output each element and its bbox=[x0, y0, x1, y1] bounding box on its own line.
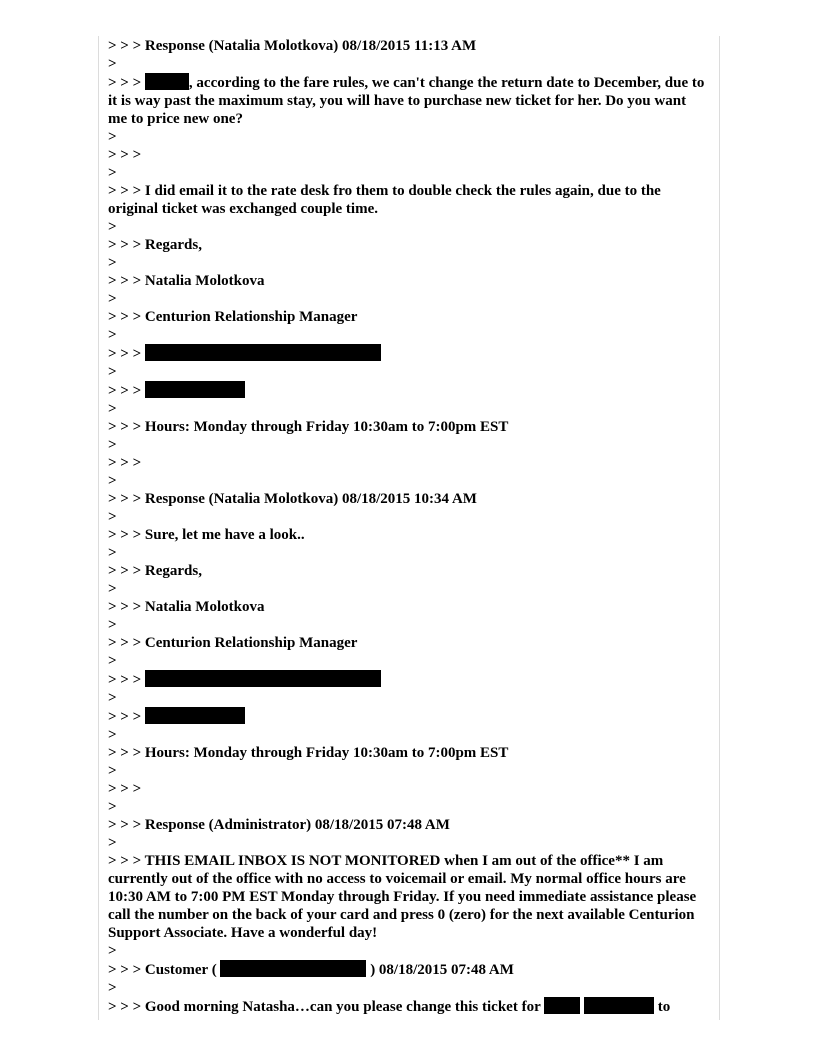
auto-reply-body: > > > THIS EMAIL INBOX IS NOT MONITORED when I am out of the office** I am currently out of the office with no access to voicemail or email. My normal office hours are 10:30 AM to 7:00 PM EST Monday through Friday. If you need immediate assistance please call the number on the back of your card and press 0 (zero) for the next available Centurion Support Associate. Have a wonderful day! bbox=[108, 853, 697, 941]
quote-marker: > bbox=[108, 364, 117, 380]
redaction-block bbox=[145, 670, 381, 687]
redaction-block bbox=[145, 707, 245, 724]
quote-marker: > bbox=[108, 980, 117, 996]
email-thread bbox=[108, 37, 708, 1016]
quote-marker: > bbox=[108, 437, 117, 453]
quote-marker: > > > bbox=[108, 147, 142, 163]
signature-hours: > > > Hours: Monday through Friday 10:30am to 7:00pm EST bbox=[108, 419, 509, 435]
response-header: > > > Response (Natalia Molotkova) 08/18/2015 11:13 AM bbox=[108, 38, 477, 54]
signature-regards: > > > Regards, bbox=[108, 237, 202, 253]
signature-name: > > > Natalia Molotkova bbox=[108, 273, 265, 289]
quote-marker: > bbox=[108, 943, 117, 959]
signature-phone: > > > bbox=[108, 707, 708, 726]
quote-marker: > bbox=[108, 401, 117, 417]
signature-contact: > > > bbox=[108, 344, 708, 363]
redaction-block bbox=[145, 344, 381, 361]
customer-header: > > > Customer ( ) 08/18/2015 07:48 AM bbox=[108, 962, 514, 978]
response-header: > > > Response (Administrator) 08/18/2015 07:48 AM bbox=[108, 817, 450, 833]
quote-marker: > bbox=[108, 799, 117, 815]
customer-message: > > > Good morning Natasha…can you please change this ticket for to bbox=[108, 999, 671, 1015]
quote-marker: > > > bbox=[108, 781, 142, 797]
signature-hours: > > > Hours: Monday through Friday 10:30am to 7:00pm EST bbox=[108, 745, 509, 761]
quote-marker: > bbox=[108, 165, 117, 181]
message-body: > > > , according to the fare rules, we can't change the return date to December, due to it is way past the maximum stay, you will have to purchase new ticket for her. Do you want me to price new one? bbox=[108, 75, 705, 127]
quote-marker: > bbox=[108, 509, 117, 525]
message-body: > > > Sure, let me have a look.. bbox=[108, 527, 305, 543]
signature-contact: > > > bbox=[108, 670, 708, 689]
quote-marker: > bbox=[108, 835, 117, 851]
quote-marker: > bbox=[108, 56, 117, 72]
quote-marker: > bbox=[108, 617, 117, 633]
quote-marker: > > > bbox=[108, 455, 142, 471]
redaction-block bbox=[220, 960, 366, 977]
signature-phone: > > > bbox=[108, 381, 708, 400]
quote-marker: > bbox=[108, 219, 117, 235]
quote-marker: > bbox=[108, 763, 117, 779]
signature-name: > > > Natalia Molotkova bbox=[108, 599, 265, 615]
quote-marker: > bbox=[108, 690, 117, 706]
message-body: > > > I did email it to the rate desk fro them to double check the rules again, due to the original ticket was exchanged couple time. bbox=[108, 183, 661, 217]
quote-marker: > bbox=[108, 581, 117, 597]
quote-marker: > bbox=[108, 473, 117, 489]
quote-marker: > bbox=[108, 291, 117, 307]
redaction-block bbox=[544, 997, 580, 1014]
response-header: > > > Response (Natalia Molotkova) 08/18/2015 10:34 AM bbox=[108, 491, 477, 507]
quote-marker: > bbox=[108, 653, 117, 669]
signature-regards: > > > Regards, bbox=[108, 563, 202, 579]
quote-marker: > bbox=[108, 255, 117, 271]
signature-title: > > > Centurion Relationship Manager bbox=[108, 309, 358, 325]
quote-marker: > bbox=[108, 327, 117, 343]
redaction-block bbox=[145, 73, 189, 90]
quote-marker: > bbox=[108, 129, 117, 145]
signature-title: > > > Centurion Relationship Manager bbox=[108, 635, 358, 651]
redaction-block bbox=[584, 997, 654, 1014]
quote-marker: > bbox=[108, 545, 117, 561]
redaction-block bbox=[145, 381, 245, 398]
quote-marker: > bbox=[108, 727, 117, 743]
